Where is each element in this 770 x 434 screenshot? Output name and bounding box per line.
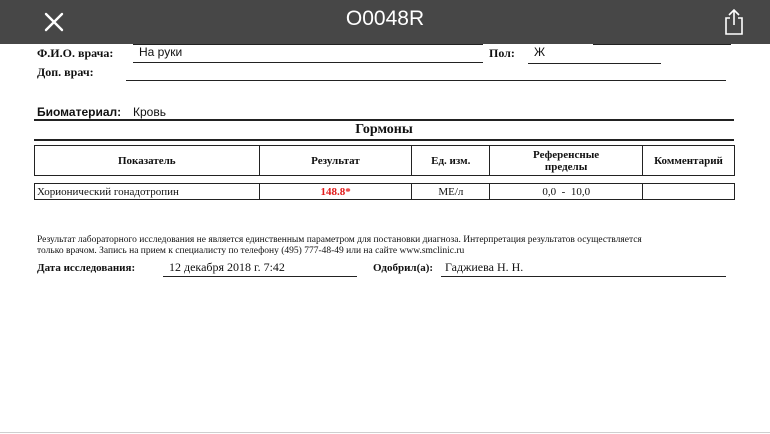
section-rule-bottom [34, 139, 734, 141]
sex-value: Ж [534, 45, 546, 59]
date-value: 12 декабря 2018 г. 7:42 [169, 260, 285, 274]
top-cut-line-right [593, 44, 731, 45]
row-result: 148.8* [259, 184, 412, 200]
top-cut-line [133, 44, 483, 45]
page-bottom-edge [0, 432, 770, 433]
row-comment [643, 184, 735, 200]
sex-underline [528, 63, 661, 64]
results-table [34, 183, 735, 200]
row-indicator: Хорионический гонадотропин [35, 184, 260, 200]
date-label: Дата исследования: [37, 262, 136, 274]
extra-doctor-underline [126, 80, 726, 81]
approved-underline [441, 276, 726, 277]
doctor-value: На руки [139, 45, 183, 59]
doctor-label: Ф.И.О. врача: [37, 46, 114, 60]
header-unit: Ед. изм. [412, 146, 490, 176]
disclaimer-note [37, 235, 727, 257]
approved-value: Гаджиева Н. Н. [445, 260, 524, 274]
doctor-underline [133, 62, 483, 63]
document-title: O0048R [345, 7, 425, 30]
header-indicator: Показатель [35, 146, 260, 176]
share-button[interactable] [720, 6, 748, 38]
disclaimer-line2: только врачом. Запись на прием к специалисту по телефону (495) 777-48-49 или на сайте www.smclinic.ru [37, 246, 465, 256]
header-reference-line1: Референсные [533, 148, 600, 161]
share-icon [723, 8, 745, 36]
biomaterial-value: Кровь [133, 105, 166, 119]
section-title: Гормоны [355, 122, 413, 137]
header-comment: Комментарий [643, 146, 735, 176]
sex-label: Пол: [489, 46, 515, 60]
table-row [35, 184, 735, 200]
disclaimer-line1: Результат лабораторного исследования не является единственным параметром для постановки диагноза. Интерпретация результатов осуществляется [37, 235, 642, 245]
section-rule-top [34, 119, 734, 121]
date-underline [163, 276, 357, 277]
extra-doctor-label: Доп. врач: [37, 65, 94, 79]
header-reference-line2: пределы [544, 160, 588, 173]
top-bar [0, 0, 770, 44]
header-result: Результат [259, 146, 412, 176]
row-unit: МЕ/л [412, 184, 490, 200]
biomaterial-label: Биоматериал: [37, 105, 122, 119]
results-header-table [34, 145, 735, 176]
approved-label: Одобрил(а): [373, 262, 434, 274]
row-reference: 0,0 - 10,0 [490, 184, 643, 200]
header-reference [490, 146, 643, 176]
lab-report-document [0, 44, 770, 434]
